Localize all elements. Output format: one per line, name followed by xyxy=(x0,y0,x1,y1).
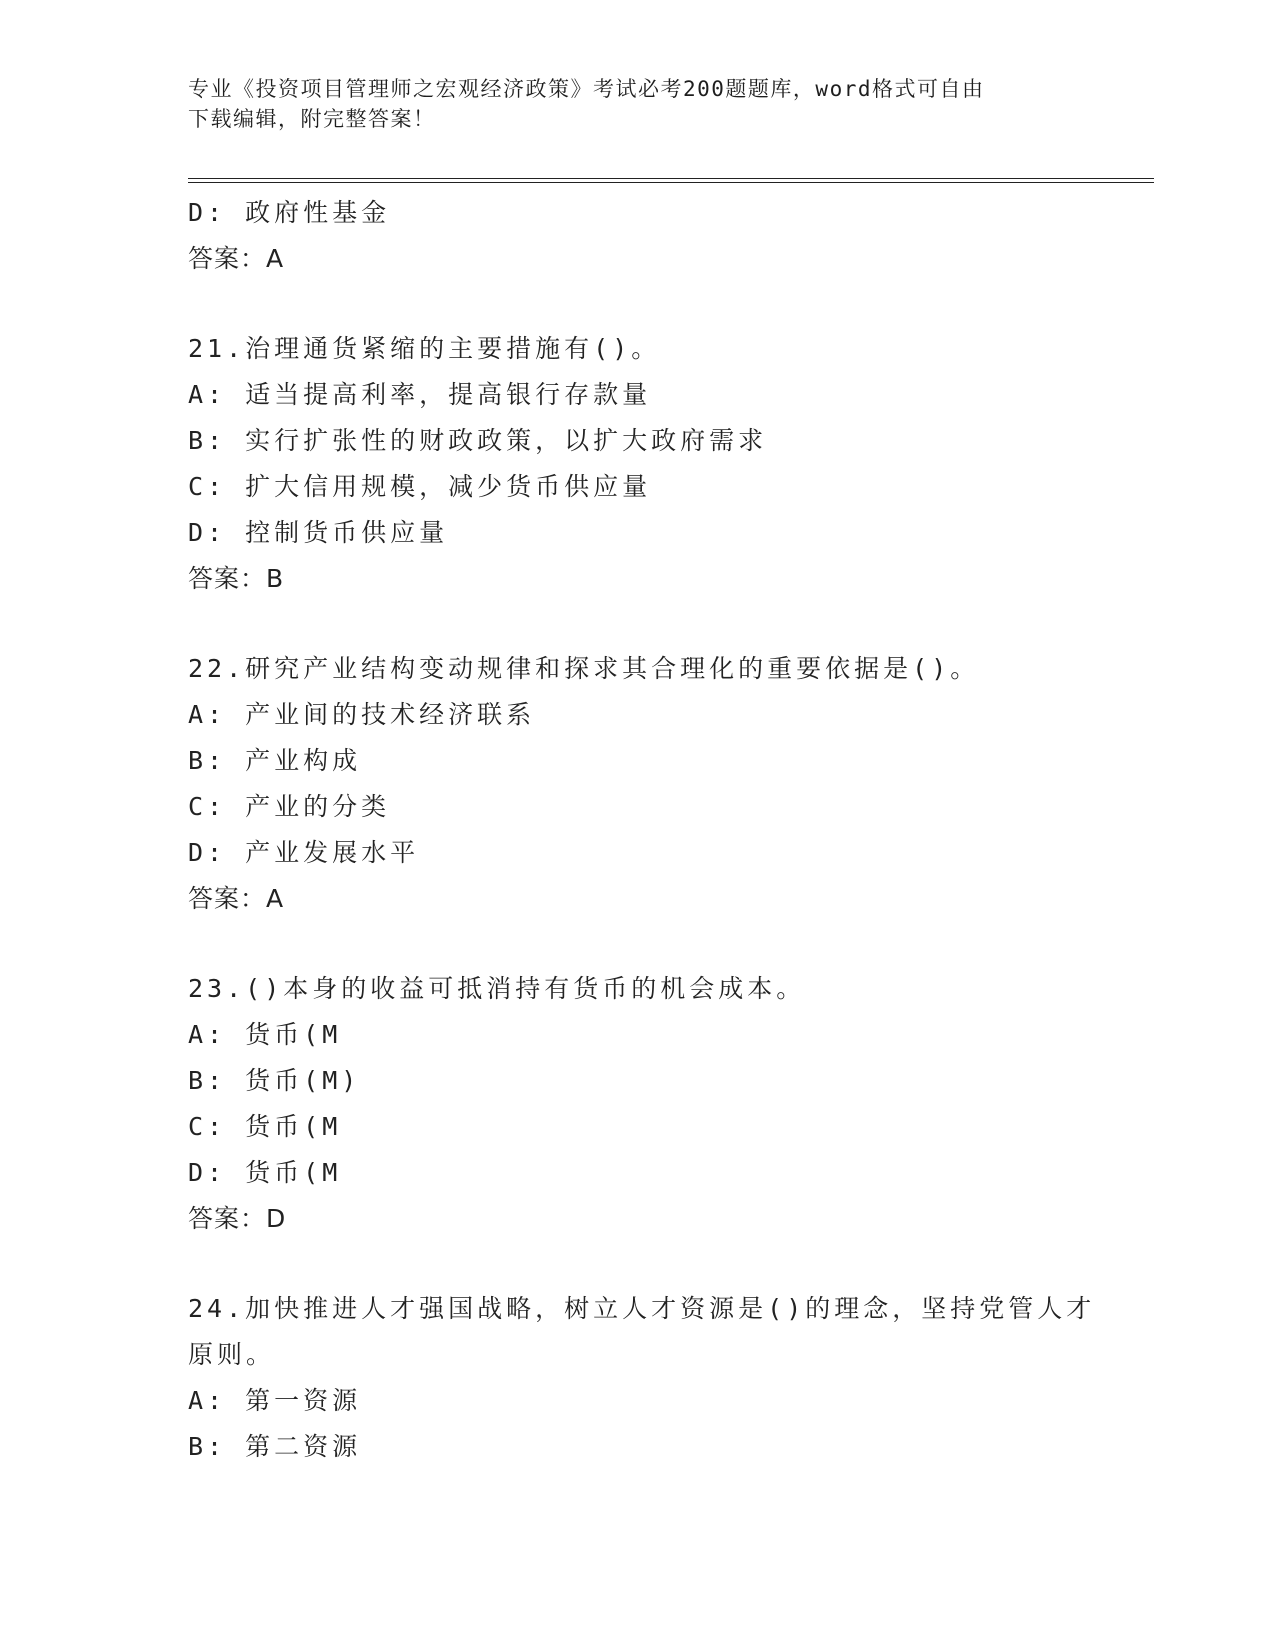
option-b: B: 实行扩张性的财政政策，以扩大政府需求 xyxy=(188,426,768,455)
question-stem: 21.治理通货紧缩的主要措施有()。 xyxy=(188,334,661,363)
option-a: A: 产业间的技术经济联系 xyxy=(188,700,536,729)
answer: 答案：A xyxy=(188,884,285,913)
question-23 xyxy=(188,966,1088,1242)
spacer xyxy=(188,282,1088,326)
prev-option-d: D: 政府性基金 xyxy=(188,198,391,227)
option-b: B: 产业构成 xyxy=(188,746,362,775)
option-d: D: 货币(M xyxy=(188,1158,342,1187)
option-b: B: 货币(M) xyxy=(188,1066,361,1095)
option-b: B: 第二资源 xyxy=(188,1432,362,1461)
option-a: A: 第一资源 xyxy=(188,1386,362,1415)
prev-answer: 答案：A xyxy=(188,244,285,273)
document-header xyxy=(188,74,1088,134)
question-stem-line-2: 原则。 xyxy=(188,1340,276,1369)
question-22 xyxy=(188,646,1088,922)
question-stem: 22.研究产业结构变动规律和探求其合理化的重要依据是()。 xyxy=(188,654,980,683)
option-d: D: 产业发展水平 xyxy=(188,838,420,867)
question-21 xyxy=(188,326,1088,602)
question-list xyxy=(188,190,1096,1470)
spacer xyxy=(188,922,1088,966)
option-a: A: 货币(M xyxy=(188,1020,342,1049)
header-line-2: 下载编辑，附完整答案！ xyxy=(188,107,436,131)
spacer xyxy=(188,1242,1088,1286)
spacer xyxy=(188,602,1088,646)
option-c: C: 产业的分类 xyxy=(188,792,391,821)
answer: 答案：D xyxy=(188,1204,287,1233)
option-d: D: 控制货币供应量 xyxy=(188,518,449,547)
option-c: C: 货币(M xyxy=(188,1112,342,1141)
option-a: A: 适当提高利率，提高银行存款量 xyxy=(188,380,652,409)
header-divider xyxy=(188,178,1154,183)
header-line-1: 专业《投资项目管理师之宏观经济政策》考试必考200题题库，word格式可自由 xyxy=(188,77,985,101)
option-c: C: 扩大信用规模，减少货币供应量 xyxy=(188,472,652,501)
question-stem: 23.()本身的收益可抵消持有货币的机会成本。 xyxy=(188,974,806,1003)
question-stem-line-1: 24.加快推进人才强国战略，树立人才资源是()的理念，坚持党管人才 xyxy=(188,1294,1096,1323)
answer: 答案：B xyxy=(188,564,285,593)
question-24 xyxy=(188,1286,1096,1470)
